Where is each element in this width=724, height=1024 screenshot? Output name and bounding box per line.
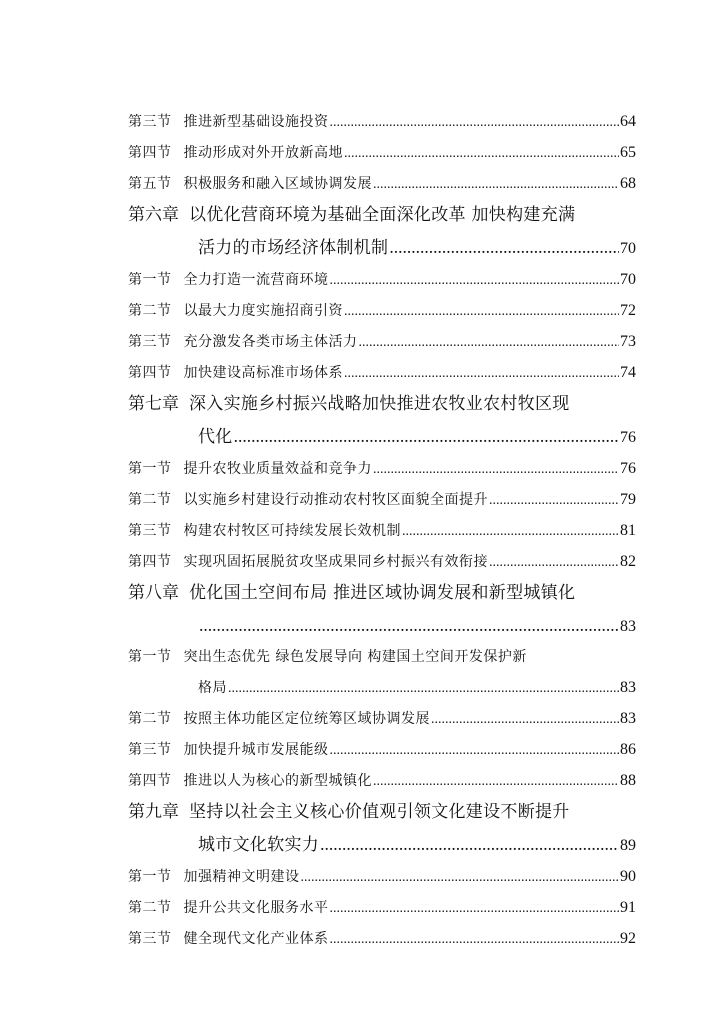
toc-dot-leader [344,358,619,388]
toc-section-title: 加快建设高标准市场体系 [183,365,343,381]
toc-page-number: 91 [620,899,636,916]
toc-page-number: 81 [620,522,636,539]
toc-dot-leader [373,454,619,484]
toc-section-label: 第四节 [128,145,172,161]
toc-chapter-label: 第九章 [128,802,179,822]
toc-entry-section[interactable] [128,765,636,796]
toc-entry-section[interactable] [128,546,636,577]
toc-dot-leader [344,296,619,326]
toc-page-number: 92 [620,930,636,947]
toc-page-number: 72 [620,302,636,319]
toc-page-number: 83 [620,710,636,727]
toc-entry-section[interactable] [128,923,636,954]
toc-entry-chapter-continuation[interactable] [128,420,636,453]
toc-entry-chapter[interactable] [128,388,636,420]
toc-page-number: 64 [620,113,636,130]
toc-section-label: 第三节 [128,742,172,758]
toc-dot-leader [330,107,620,137]
toc-chapter-title-continued: 活力的市场经济体制机制 [198,238,389,258]
toc-dot-leader [320,828,619,861]
toc-section-title: 健全现代文化产业体系 [183,931,329,947]
toc-section-label: 第二节 [128,492,172,508]
toc-dot-leader [234,420,619,453]
toc-entry-section[interactable] [128,295,636,326]
toc-section-label: 第四节 [128,773,172,789]
toc-section-title-continued: 格局 [198,680,227,696]
toc-page-number: 89 [620,837,636,854]
toc-section-title: 充分激发各类市场主体活力 [183,334,358,350]
toc-entry-section[interactable] [128,734,636,765]
toc-dot-leader [373,766,619,796]
toc-section-title: 加强精神文明建设 [183,869,300,885]
toc-entry-section[interactable] [128,642,636,673]
toc-section-label: 第二节 [128,711,172,727]
toc-section-label: 第四节 [128,365,172,381]
toc-section-label: 第三节 [128,114,172,130]
toc-section-label: 第二节 [128,900,172,916]
toc-entry-section[interactable] [128,703,636,734]
toc-page-number: 70 [620,271,636,288]
toc-chapter-label: 第七章 [128,394,179,414]
toc-entry-section[interactable] [128,264,636,295]
toc-page-number: 82 [620,553,636,570]
toc-entry-section[interactable] [128,106,636,137]
toc-section-title: 全力打造一流营商环境 [183,272,329,288]
toc-dot-leader [301,862,620,892]
toc-section-label: 第一节 [128,461,172,477]
toc-page-number: 79 [620,491,636,508]
toc-dot-leader [330,735,620,765]
toc-page-number: 68 [620,175,636,192]
toc-chapter-title: 以优化营商环境为基础全面深化改革 加快构建充满 [189,205,576,225]
toc-entry-section[interactable] [128,484,636,515]
toc-dot-leader [344,138,619,168]
toc-dot-leader [373,169,619,199]
toc-entry-section[interactable] [128,357,636,388]
toc-chapter-title: 优化国土空间布局 推进区域协调发展和新型城镇化 [189,583,576,603]
toc-dot-leader [389,231,619,264]
toc-chapter-title-continued: 城市文化软实力 [198,835,320,855]
toc-section-title: 提升公共文化服务水平 [183,900,329,916]
toc-section-label: 第三节 [128,334,172,350]
toc-section-title: 按照主体功能区定位统筹区域协调发展 [183,711,430,727]
toc-entry-chapter[interactable] [128,199,636,231]
toc-entry-section[interactable] [128,861,636,892]
toc-section-label: 第二节 [128,303,172,319]
toc-entry-chapter-continuation[interactable] [128,231,636,264]
toc-section-label: 第五节 [128,176,172,192]
toc-section-label: 第四节 [128,554,172,570]
toc-entry-section[interactable] [128,515,636,546]
toc-page-number: 74 [620,364,636,381]
toc-page-number: 76 [620,429,636,446]
toc-section-title: 推进以人为核心的新型城镇化 [183,773,372,789]
table-of-contents [128,106,636,954]
toc-dot-leader [199,609,619,642]
toc-page-number: 83 [620,618,636,635]
toc-section-label: 第一节 [128,869,172,885]
toc-page-number: 65 [620,144,636,161]
toc-entry-chapter[interactable] [128,577,636,609]
toc-section-title: 实现巩固拓展脱贫攻坚成果同乡村振兴有效衔接 [183,554,488,570]
toc-dot-leader [359,327,620,357]
toc-section-label: 第一节 [128,272,172,288]
toc-section-title: 突出生态优先 绿色发展导向 构建国土空间开发保护新 [183,649,527,665]
toc-chapter-title-continued: 代化 [198,427,233,447]
toc-page-number: 83 [620,679,636,696]
toc-dot-leader [402,516,619,546]
toc-section-title: 提升农牧业质量效益和竞争力 [183,461,372,477]
toc-entry-chapter[interactable] [128,796,636,828]
toc-dot-leader [330,265,620,295]
toc-dot-leader [330,924,620,954]
toc-section-label: 第三节 [128,931,172,947]
toc-page-number: 90 [620,868,636,885]
toc-page-number: 76 [620,460,636,477]
toc-entry-chapter-continuation[interactable] [128,609,636,642]
toc-section-title: 构建农村牧区可持续发展长效机制 [183,523,401,539]
toc-section-title: 以最大力度实施招商引资 [183,303,343,319]
toc-section-title: 加快提升城市发展能级 [183,742,329,758]
toc-page-number: 73 [620,333,636,350]
toc-dot-leader [489,485,619,515]
toc-section-label: 第一节 [128,649,172,665]
toc-page-number: 88 [620,772,636,789]
toc-dot-leader [489,547,619,577]
toc-entry-section[interactable] [128,137,636,168]
toc-chapter-label: 第六章 [128,205,179,225]
toc-section-title: 积极服务和融入区域协调发展 [183,176,372,192]
toc-page-number: 86 [620,741,636,758]
toc-entry-section[interactable] [128,326,636,357]
toc-dot-leader [228,674,619,703]
toc-dot-leader [330,893,620,923]
toc-chapter-title: 坚持以社会主义核心价值观引领文化建设不断提升 [189,802,570,822]
toc-section-title: 推进新型基础设施投资 [183,114,329,130]
toc-entry-section[interactable] [128,892,636,923]
toc-chapter-label: 第八章 [128,583,179,603]
toc-entry-section[interactable] [128,453,636,484]
toc-section-label: 第三节 [128,523,172,539]
toc-section-title: 以实施乡村建设行动推动农村牧区面貌全面提升 [183,492,488,508]
toc-page-number: 70 [620,240,636,257]
toc-chapter-title: 深入实施乡村振兴战略加快推进农牧业农村牧区现 [189,394,570,414]
toc-entry-section[interactable] [128,168,636,199]
toc-entry-section-continuation[interactable] [128,673,636,703]
toc-section-title: 推动形成对外开放新高地 [183,145,343,161]
toc-entry-chapter-continuation[interactable] [128,828,636,861]
toc-dot-leader [431,704,619,734]
